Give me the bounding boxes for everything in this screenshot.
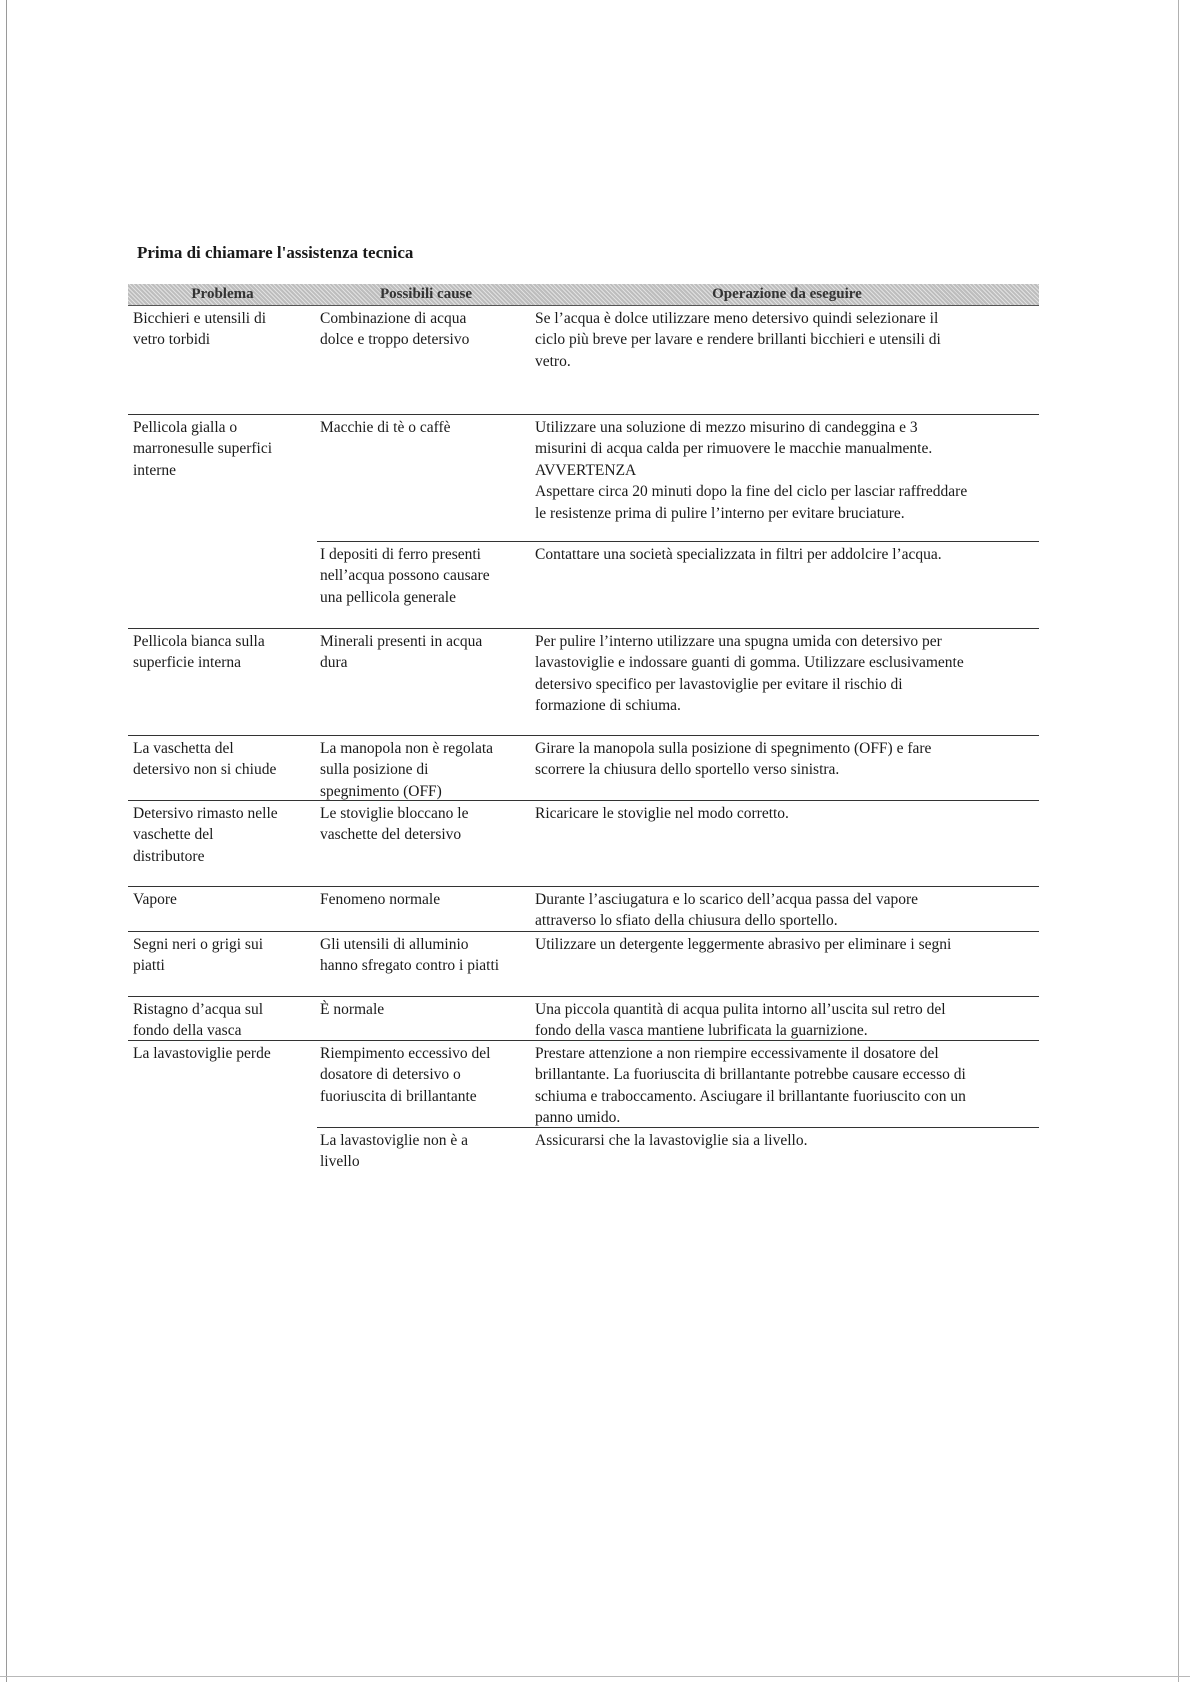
cause-cell: Macchie di tè o caffè xyxy=(320,419,451,436)
cause-cell: Fenomeno normale xyxy=(320,891,441,908)
problem-cell: La vaschetta del detersivo non si chiude xyxy=(133,740,277,779)
scan-bottom-edge xyxy=(0,1676,1190,1677)
table-row xyxy=(128,629,1039,736)
cause-cell: Riempimento eccessivo del dosatore di detersivo o fuoriuscita di brillantante xyxy=(320,1045,491,1105)
problem-cell: Pellicola bianca sulla superficie interna xyxy=(133,633,265,672)
cause-cell: Le stoviglie bloccano le vaschette del detersivo xyxy=(320,805,469,844)
action-cell: Contattare una società specializzata in filtri per addolcire l’acqua. xyxy=(535,546,942,563)
sub-entries xyxy=(317,1041,1039,1181)
header-problem: Problema xyxy=(191,286,254,302)
problem-cell: Ristagno d’acqua sul fondo della vasca xyxy=(133,1001,264,1040)
problem-cell: Pellicola gialla o marronesulle superfici interne xyxy=(133,419,273,479)
page-title: Prima di chiamare l'assistenza tecnica xyxy=(137,243,414,262)
table-row xyxy=(128,887,1039,932)
action-cell: Utilizzare un detergente leggermente abrasivo per eliminare i segni xyxy=(535,936,952,953)
table-row xyxy=(128,1041,1039,1181)
problem-cell: Detersivo rimasto nelle vaschette del distributore xyxy=(133,805,278,865)
problem-cell: Vapore xyxy=(133,891,177,908)
action-cell: Utilizzare una soluzione di mezzo misurino di candeggina e 3 misurini di acqua calda per rimuovere le macchie manualmente. AVVERTENZA Aspettare circa 20 minuti dopo la fine del ciclo per lasciar raffreddare le resistenze prima di pulire l’interno per evitare bruciature. xyxy=(535,419,968,522)
cause-cell: Minerali presenti in acqua dura xyxy=(320,633,483,672)
table-sub-row xyxy=(317,1041,1039,1128)
table-row xyxy=(128,306,1039,415)
action-cell: Girare la manopola sulla posizione di spegnimento (OFF) e fare scorrere la chiusura dello sportello verso sinistra. xyxy=(535,740,932,779)
table-header-row xyxy=(128,284,1039,306)
action-cell: Per pulire l’interno utilizzare una spugna umida con detersivo per lavastoviglie e indossare guanti di gomma. Utilizzare esclusivamente detersivo specifico per lavastoviglie per evitare il rischio di formazione di schiuma. xyxy=(535,633,964,715)
problem-cell: Segni neri o grigi sui piatti xyxy=(133,936,264,975)
table-row xyxy=(128,997,1039,1041)
troubleshooting-table xyxy=(128,284,1039,1181)
table-row xyxy=(128,736,1039,801)
action-cell: Se l’acqua è dolce utilizzare meno detersivo quindi selezionare il ciclo più breve per lavare e rendere brillanti bicchieri e utensili di vetro. xyxy=(535,310,941,370)
scan-right-edge xyxy=(1178,0,1179,1682)
action-cell: Assicurarsi che la lavastoviglie sia a livello. xyxy=(535,1132,808,1149)
header-actions: Operazione da eseguire xyxy=(712,286,862,302)
table-row xyxy=(128,415,1039,629)
action-cell: Durante l’asciugatura e lo scarico dell’acqua passa del vapore attraverso lo sfiato della chiusura dello sportello. xyxy=(535,891,919,930)
cause-cell: La lavastoviglie non è a livello xyxy=(320,1132,469,1171)
table-sub-row xyxy=(317,415,1039,542)
header-causes: Possibili cause xyxy=(379,286,473,302)
cause-cell: È normale xyxy=(320,1001,385,1018)
action-cell: Ricaricare le stoviglie nel modo corretto. xyxy=(535,805,789,822)
problem-cell: Bicchieri e utensili di vetro torbidi xyxy=(133,310,267,349)
action-cell: Prestare attenzione a non riempire eccessivamente il dosatore del brillantante. La fuoriuscita di brillantante potrebbe causare eccesso di schiuma e traboccamento. Asciugare il brillantante fuoriuscito con un panno umido. xyxy=(535,1045,966,1127)
scan-left-edge xyxy=(6,0,7,1682)
problem-cell: La lavastoviglie perde xyxy=(133,1045,271,1062)
cause-cell: Combinazione di acqua dolce e troppo detersivo xyxy=(320,310,470,349)
cause-cell: La manopola non è regolata sulla posizione di spegnimento (OFF) xyxy=(320,740,494,800)
table-sub-row xyxy=(317,542,1039,627)
table-sub-row xyxy=(317,1128,1039,1180)
cause-cell: Gli utensili di alluminio hanno sfregato contro i piatti xyxy=(320,936,500,975)
table-row xyxy=(128,801,1039,887)
table-row xyxy=(128,932,1039,997)
cause-cell: I depositi di ferro presenti nell’acqua possono causare una pellicola generale xyxy=(320,546,490,606)
sub-entries xyxy=(317,415,1039,628)
action-cell: Una piccola quantità di acqua pulita intorno all’uscita sul retro del fondo della vasca mantiene lubrificata la guarnizione. xyxy=(535,1001,946,1040)
